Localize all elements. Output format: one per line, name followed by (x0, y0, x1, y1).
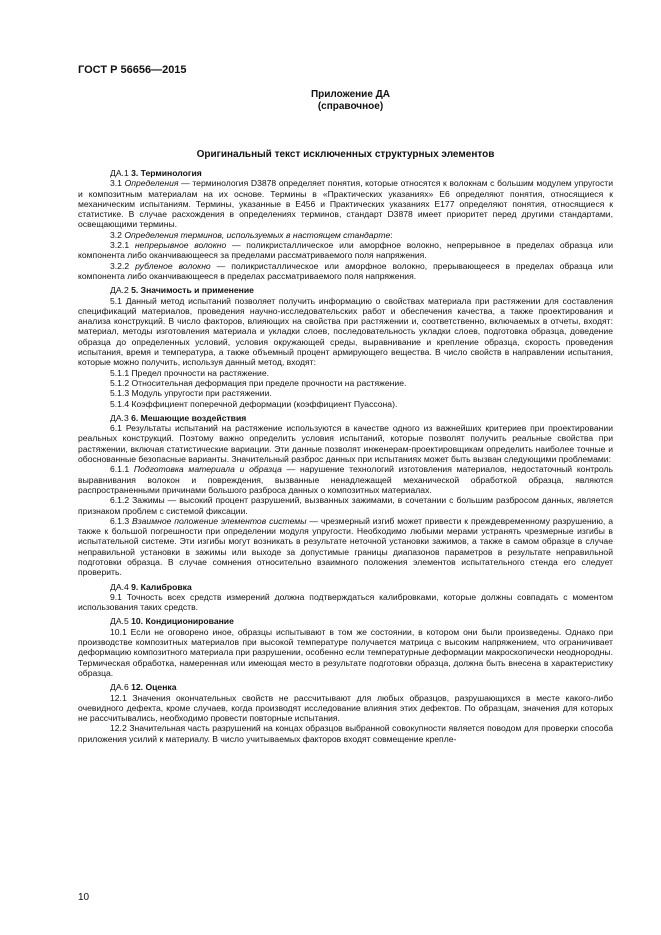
term: Взаимное положение элементов системы (132, 515, 307, 526)
paragraph-9-1: 9.1 Точность всех средств измерений должна подтверждаться калибровками, которые должны совпадать с моментом использования таких средств. (78, 591, 613, 613)
clause-text: — нарушение технологий изготовления материалов, недостаточный контроль выравнивания волокон и повреждения, вызванные ненадлежащей механической обработкой образца, являются распространенными причинами большого разброса данных о композитных материалах. (78, 464, 614, 495)
section-number: ДА.2 (110, 285, 129, 296)
clause-number: 3.1 (110, 178, 122, 189)
clause-text: — чрезмерный изгиб может привести к преждевременному разрушению, а также к большой погрешности при определении модуля упругости. Необходимо любыми мерами устранять чрезмерные изгибы в испытательной системе. Эти изгибы могут возникать в результате неточной установки зажимов, а также в самом образце в случае неправильной установки в зажимы или выходе за допустимые границы диапазонов параметров в результате неправильной подготовки образца. В случае сомнения относительно взаимного положения элементов испытательного стенда его следует проверить. (78, 515, 613, 578)
section-title: 3. Терминология (131, 168, 202, 178)
paragraph-6-1: 6.1 Результаты испытаний на растяжение используются в качестве одного из важнейших критериев при проектировании реальных конструкций. Поэтому важно определить условия испытаний, которые позволят получить реальные свойства при растяжении, включая статистические вариации. Эти данные позволят инженерам-проектировщикам определить наиболее точные и обоснованные безопасные варианты. Значительный разброс данных при испытаниях может быть вызван следующими проблемами: (78, 423, 613, 465)
paragraph-5-1-3: 5.1.3 Модуль упругости при растяжении. (110, 388, 272, 399)
paragraph-6-1-2: 6.1.2 Зажимы — высокий процент разрушений, вызванных зажимами, в сочетании с большим разбросом данных, является признаком проблем с системой фиксации. (78, 495, 613, 516)
clause-text: — терминология D3878 определяет понятия, которые относятся к волокнам с большим модулем упругости и композитным материалам на их основе. Термины в «Практических указаниях» E6 определяют понятия, относящиеся к механическим испытаниям. Термины, указанные в E456 и Практических указаниях E177 определяют понятия, относящиеся к статистике. В случае расхождения в определениях терминов, стандарт D3878 имеет приоритет перед другими стандартами, освещающими термины. (78, 178, 613, 230)
paragraph-5-1: 5.1 Данный метод испытаний позволяет получить информацию о свойствах материала при растяжении для составления спецификаций материалов, проведения научно-исследовательских работ и обеспечения качества, а также проектирования и анализа конструкций. В число факторов, влияющих на свойства при растяжении и, соответственно, включаемых в отчеты, входят: материал, методы изготовления материала и укладки слоев, последовательность укладки слоев, подготовка образца, доведение образца до определенных условий, условия окружающей среды, выравнивание и крепление образца, скорость проведения испытания, время и температура, а также объемный процент армирующего вещества. В число свойств в направлении испытания, которые можно получить, используя данный метод, входят: (78, 295, 613, 368)
document-body (78, 168, 613, 744)
section-title: 5. Значимость и применение (131, 285, 254, 296)
page-number: 10 (78, 892, 90, 903)
clause-text: — поликристаллическое или аморфное волокно, непрерывное в пределах образца или компонента либо оканчивающееся за пределами рассматриваемого поля напряжения. (78, 240, 613, 261)
paragraph-12-1: 12.1 Значения окончательных свойств не рассчитывают для любых образцов, разрушающихся в месте какого-либо очевидного дефекта, кроме случаев, когда производят исследование влияния этих дефектов. По образцам, значения для которых не рассчитывались, необходимо провести повторные испытания. (78, 692, 613, 724)
section-title: 9. Калибровка (131, 581, 192, 592)
section-heading-3 (78, 413, 613, 423)
annex-subtitle: (справочное) (317, 101, 384, 112)
section-number: ДА.4 (110, 581, 129, 592)
paragraph-12-2: 12.2 Значительная часть разрушений на концах образцов выбранной совокупности является поводом для проверки способа приложения усилий к материалу. В число учитываемых факторов входят совмещение крепле- (78, 723, 613, 744)
clause-number: 3.2.2 (110, 260, 130, 271)
term: рубленое волокно (135, 260, 211, 271)
paragraph-5-1-4: 5.1.4 Коэффициент поперечной деформации (коэффициент Пуассона). (110, 398, 398, 409)
section-title: 12. Оценка (131, 682, 177, 693)
paragraph-10-1: 10.1 Если не оговорено иное, образцы испытывают в том же состоянии, в котором они были произведены. Однако при производстве композитных материалов при высокой температуре получается матрица с высоким напряжением, что ограничивает деформацию композитного материала при разрушении, особенно если температурные деформации макроскопически неоднородны. Термическая обработка, намеренная или имеющая место в результате подготовки образца, должна быть внесена в характеристику образца. (78, 626, 613, 678)
section-number: ДА.1 (110, 168, 129, 178)
section-heading-1 (78, 168, 613, 178)
section-number: ДА.6 (110, 682, 129, 693)
paragraph-6-1-3 (78, 516, 613, 578)
annex-title: Приложение ДА (310, 89, 391, 100)
section-heading-2 (78, 285, 613, 295)
term: непрерывное волокно (134, 240, 227, 251)
section-title: 6. Мешающие воздействия (131, 412, 247, 423)
paragraph-5-1-2: 5.1.2 Относительная деформация при пределе прочности на растяжение. (110, 377, 407, 388)
clause-text: : (390, 229, 393, 240)
clause-number: 6.1.1 (110, 464, 130, 475)
document-header: ГОСТ Р 56656—2015 (78, 64, 187, 76)
paragraph-5-1-1: 5.1.1 Предел прочности на растяжение. (110, 367, 270, 378)
paragraph-3-2-1 (78, 240, 613, 261)
clause-number: 3.2.1 (110, 240, 130, 251)
paragraph-3-2-2 (78, 261, 613, 282)
paragraph-3-1 (78, 178, 613, 229)
clause-number: 3.2 (110, 229, 122, 240)
section-heading-4 (78, 582, 613, 592)
clause-text: — поликристаллическое или аморфное волокно, прерывающееся в пределах образца или компонента либо оканчивающееся в пределах рассматриваемого поля напряжения. (78, 260, 614, 281)
paragraph-3-2 (78, 230, 613, 240)
paragraph-6-1-1 (78, 464, 613, 495)
section-heading-5 (78, 616, 613, 626)
term: Определения (124, 178, 179, 189)
section-number: ДА.3 (110, 412, 129, 423)
main-title: Оригинальный текст исключенных структурных элементов (196, 149, 495, 160)
section-title: 10. Кондиционирование (131, 616, 234, 627)
section-number: ДА.5 (110, 616, 129, 627)
section-heading-6 (78, 682, 613, 692)
annex-heading (0, 89, 661, 113)
clause-number: 6.1.3 (110, 515, 130, 526)
term: Определения терминов, используемых в настоящем стандарте (124, 229, 391, 240)
term: Подготовка материала и образца (133, 464, 282, 475)
